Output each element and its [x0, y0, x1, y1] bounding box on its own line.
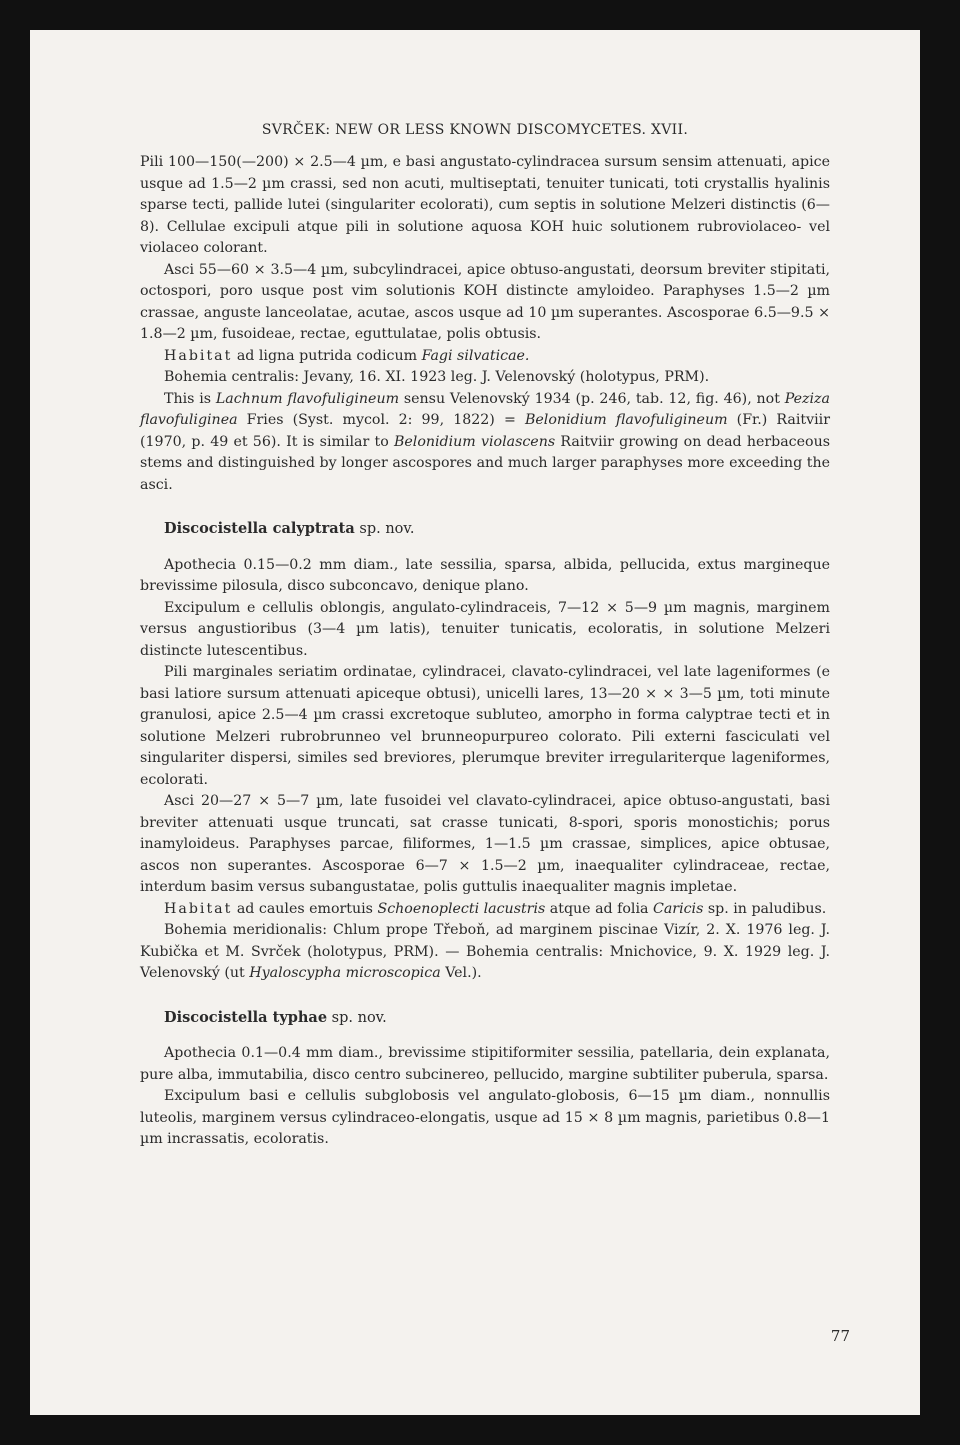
journal-page: [30, 30, 920, 1415]
running-title: SVRČEK: NEW OR LESS KNOWN DISCOMYCETES. XVII.: [261, 122, 689, 138]
taxon-name: Peziza flavofuliginea: [140, 390, 830, 428]
species-status: sp. nov.: [354, 521, 415, 537]
taxon-name: Belonidium violascens: [393, 433, 556, 450]
habitat-host: Fagi silvaticae.: [421, 347, 530, 364]
paragraph-locality: Bohemia centralis: Jevany, 16. XI. 1923 leg. J. Velenovský (holotypus, PRM).: [164, 369, 710, 385]
habitat-label: Habitat: [164, 900, 233, 917]
taxon-name: Lachnum flavofuligineum: [215, 390, 400, 407]
page-number: 77: [830, 1327, 850, 1345]
habitat-host: Schoenoplecti lacustris: [377, 900, 546, 917]
discussion-text-e: Raitviir growing on dead herbaceous stems and distinguished by longer ascospores and much larger paraphyses more exceeding the asci.: [140, 433, 830, 493]
habitat-host: Caricis: [652, 900, 704, 917]
paragraph-habitat: [140, 346, 830, 368]
discussion-text-d: (Fr.) Raitviir (1970, p. 49 et 56). It is similar to: [140, 412, 830, 450]
species-heading-typhae: [140, 1007, 830, 1030]
paragraph-excipulum-3: Excipulum basi e cellulis subglobosis vel angulato-globosis, 6—15 µm diam., nonnullis luteolis, marginem versus cylindraceo-elongatis, usque ad 15 × 8 µm magnis, parietibus 0.8—1 µm incrassatis, ecoloratis.: [140, 1088, 830, 1147]
paragraph-pili: Pili 100—150(—200) × 2.5—4 µm, e basi angustato-cylindracea sursum sensim attenuati, apice usque ad 1.5—2 µm crassi, sed non acuti, multiseptati, tenuiter tunicati, toti crystallis hyalinis sparse tecti, pallide lutei (singulariter ecolorati), cum septis in solutione Melzeri distinctis (6—8). Cellulae excipuli atque pili in solutione aquosa KOH huic solutionem rubroviolaceo- vel violaceo colorant.: [140, 154, 830, 256]
discussion-text-c: Fries (Syst. mycol. 2: 99, 1822) =: [237, 412, 525, 428]
paragraph-excipulum: Excipulum e cellulis oblongis, angulato-cylindraceis, 7—12 × 5—9 µm magnis, marginem versus angustioribus (3—4 µm latis), tenuiter tunicatis, ecoloratis, in solutione Melzeri distincte lutescentibus.: [140, 599, 830, 659]
species-name: Discocistella typhae: [164, 1008, 328, 1026]
taxon-name: Hyaloscypha microscopica: [249, 965, 441, 981]
paragraph-asci-2: Asci 20—27 × 5—7 µm, late fusoidei vel clavato-cylindracei, apice obtuso-angustati, basi breviter attenuati usque truncati, sat crasse tunicati, 8-spori, sporis monostichis; porus inamyloideus. Paraphyses parcae, filiformes, 1—1.5 µm crassae, simplices, apice obtusae, ascos non superantes. Ascosporae 6—7 × 1.5—2 µm, inaequaliter cylindraceae, rectae, interdum basim versus subangustatae, polis guttulis inaequaliter magnis impletae.: [140, 793, 830, 895]
locality-text: Bohemia meridionalis: Chlum prope Třeboň, ad marginem piscinae Vizír, 2. X. 1976 leg. J. Kubička et M. Svrček (holotypus, PRM). — Bohemia centralis: Mnichovice, 9. X. 1929 leg. J. Velenovský (ut: [140, 922, 830, 981]
discussion-text-a: This is: [164, 390, 216, 407]
taxon-name: Belonidium flavofuligineum: [524, 412, 728, 428]
habitat-text: sp. in paludibus.: [703, 900, 827, 917]
paragraph-apothecia-3: Apothecia 0.1—0.4 mm diam., brevissime stipitiformiter sessilia, patellaria, dein explanata, pure alba, immutabilia, disco centro subcinereo, pellucido, margine subtiliter puberula, sparsa.: [140, 1045, 830, 1083]
paragraph-asci: Asci 55—60 × 3.5—4 µm, subcylindracei, apice obtuso-angustati, deorsum breviter stipitati, octospori, poro usque post vim solutionis KOH distincte amyloideo. Paraphyses 1.5—2 µm crassae, anguste lanceolatae, acutae, ascos usque ad 10 µm superantes. Ascosporae 6.5—9.5 × 1.8—2 µm, fusoideae, rectae, eguttulatae, polis obtusis.: [140, 261, 830, 342]
paragraph-apothecia: Apothecia 0.15—0.2 mm diam., late sessilia, sparsa, albida, pellucida, extus margineque brevissime pilosula, disco subconcavo, denique plano.: [140, 556, 830, 594]
paragraph-habitat-2: [140, 899, 830, 921]
species-status: sp. nov.: [327, 1009, 387, 1026]
habitat-text: atque ad folia: [545, 900, 653, 917]
habitat-text: ad ligna putrida codicum: [232, 347, 422, 364]
body-text: [140, 152, 830, 1151]
paragraph-pili-marginales: Pili marginales seriatim ordinatae, cylindracei, clavato-cylindracei, vel late lageniformes (e basi latiore sursum attenuati apiceque obtusi), unicelli lares, 13—20 × × 3—5 µm, toti minute granulosi, apice 2.5—4 µm crassi excretoque subluteo, amorpho in forma calyptrae tecti et in solutione Melzeri rubrobrunneo vel brunneopurpureo colorato. Pili externi fasciculati vel singulariter dispersi, similes sed breviores, plerumque breviter irregulariterque lageniformes, ecolorati.: [140, 664, 830, 788]
species-heading-calyptrata: [140, 518, 830, 541]
discussion-text-b: sensu Velenovský 1934 (p. 246, tab. 12, fig. 46), not: [399, 390, 785, 407]
habitat-text: ad caules emortuis: [232, 900, 378, 917]
habitat-label: Habitat: [164, 347, 233, 364]
species-name: Discocistella calyptrata: [164, 520, 355, 537]
locality-text: Vel.).: [440, 965, 482, 981]
paragraph-localities-2: [140, 920, 830, 985]
paragraph-discussion: [140, 389, 830, 497]
